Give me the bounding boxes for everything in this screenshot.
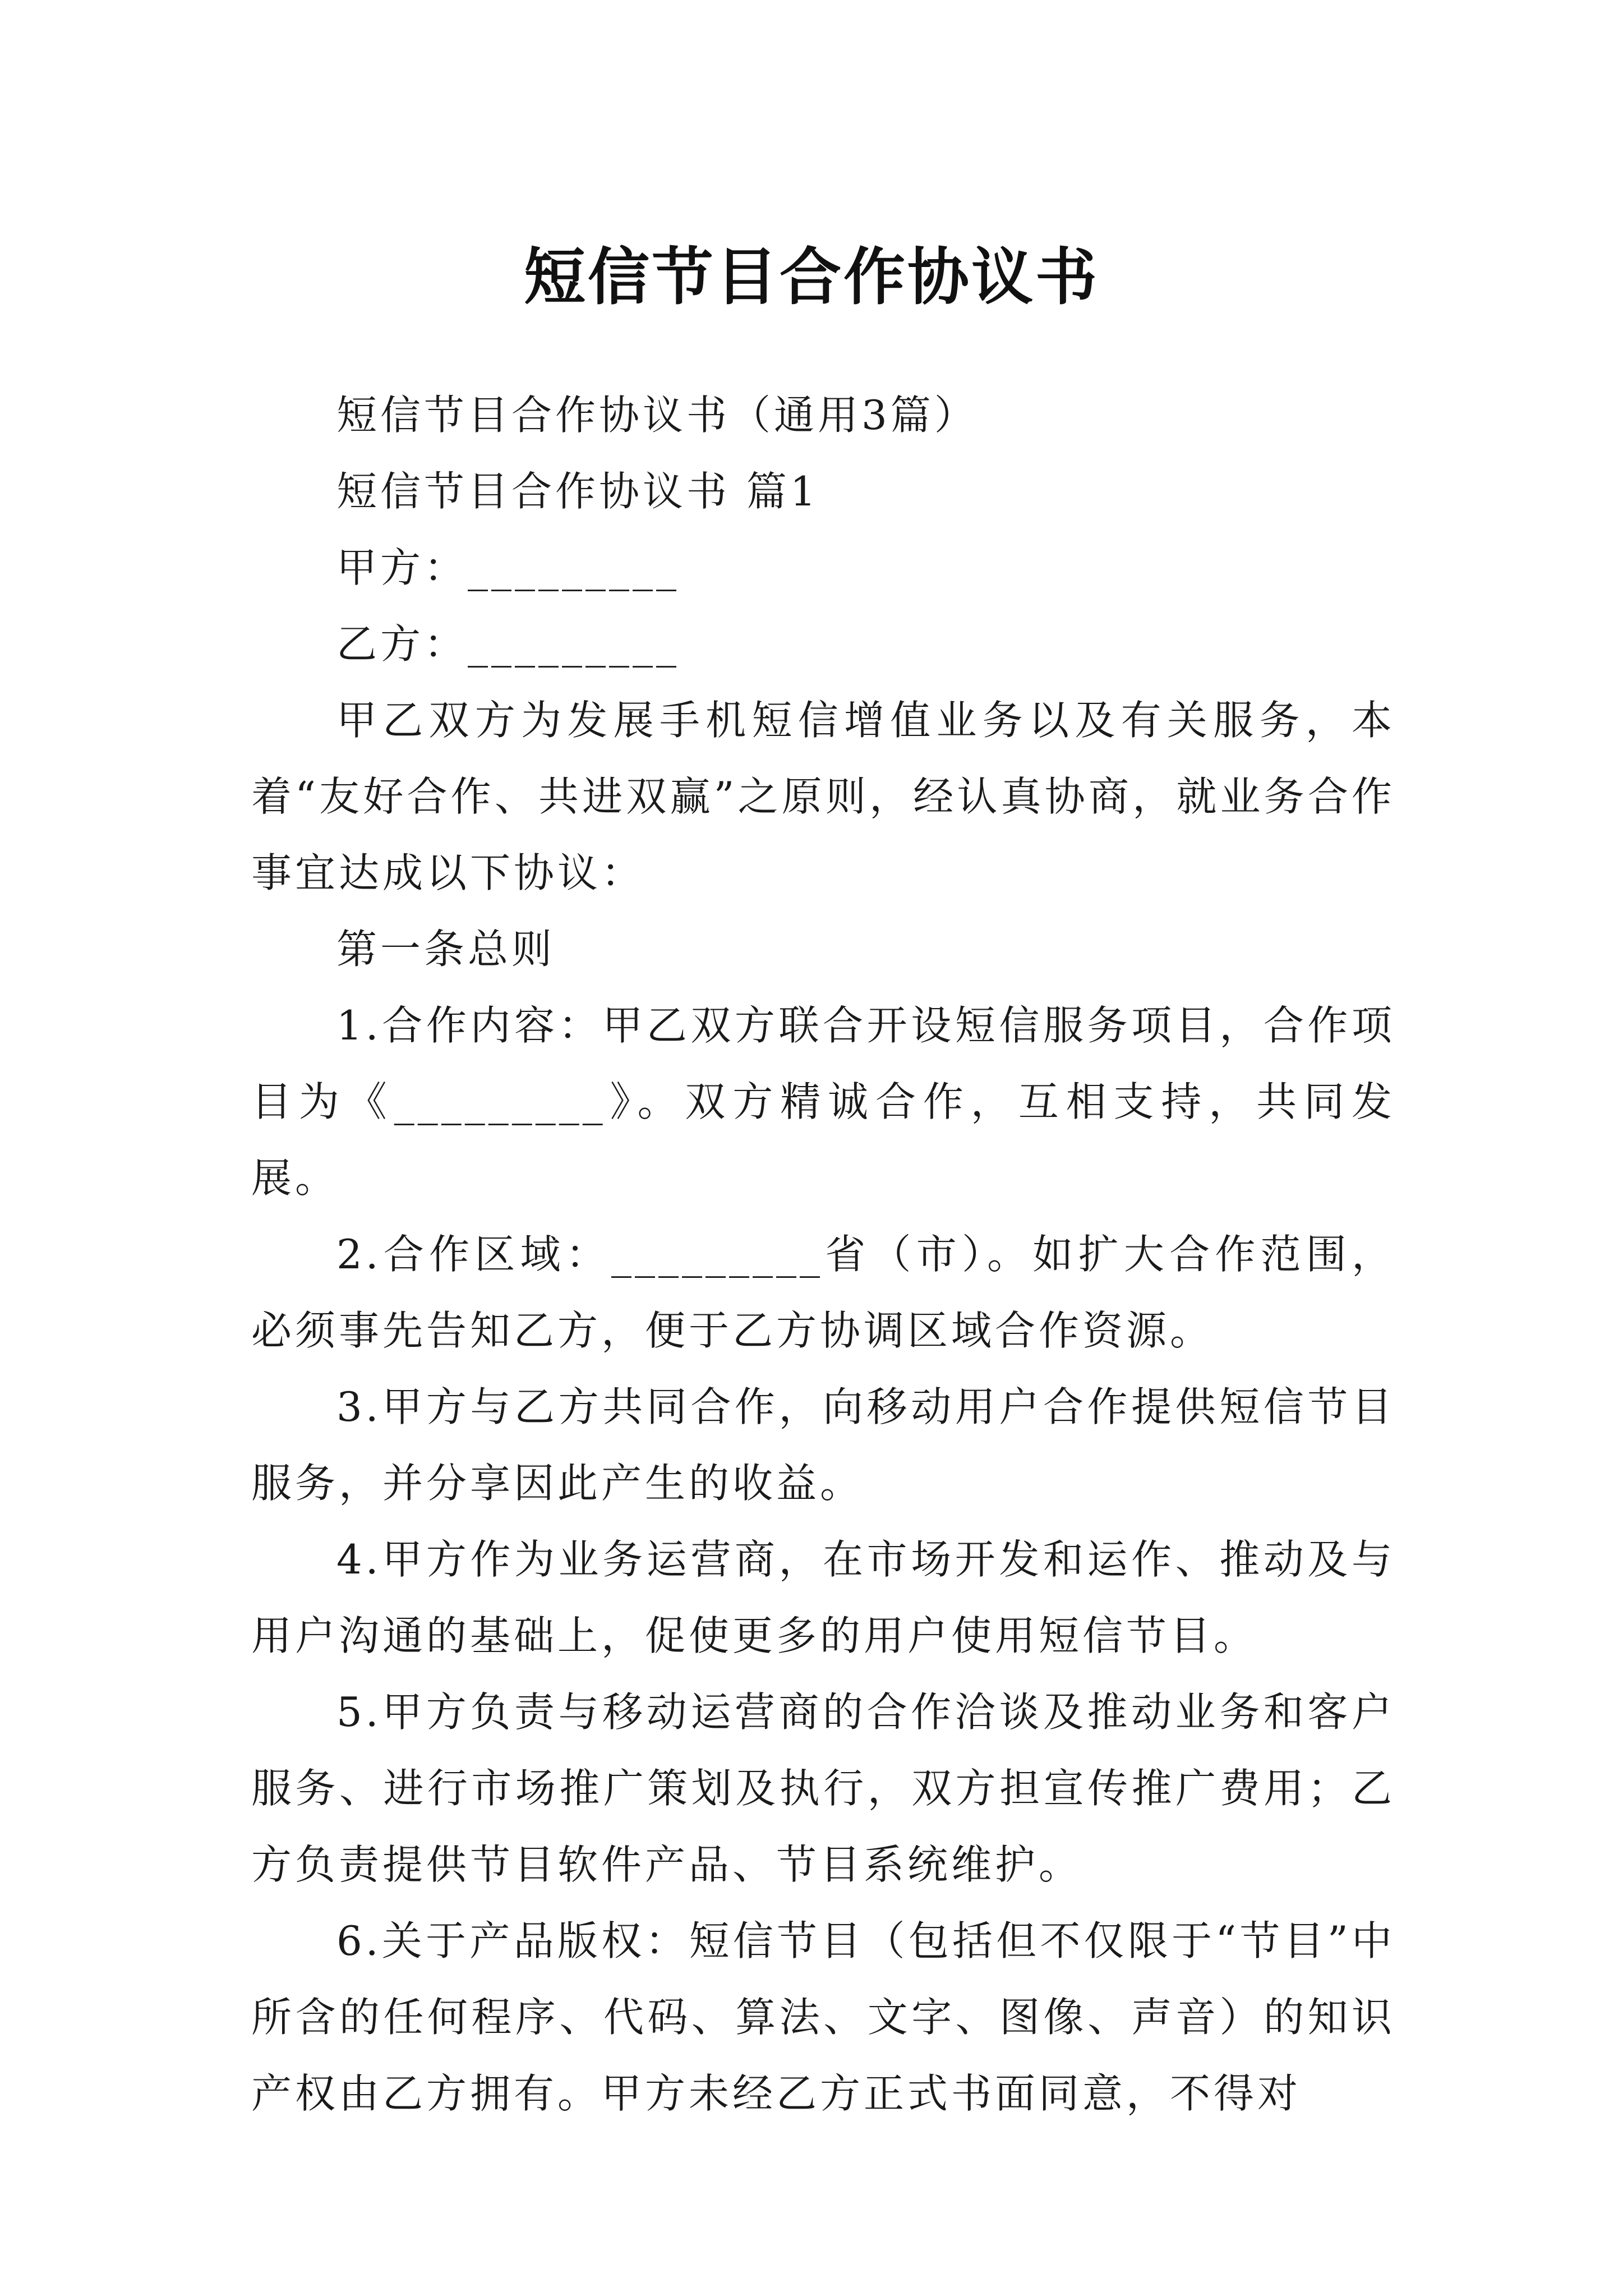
paragraph-clause-4: 4.甲方作为业务运营商，在市场开发和运作、推动及与用户沟通的基础上，促使更多的用户使用短信节目。: [251, 1536, 1395, 1659]
paragraph-clause-3: 3.甲方与乙方共同合作，向移动用户合作提供短信节目服务，并分享因此产生的收益。: [251, 1383, 1395, 1507]
paragraph-clause-1: 1.合作内容：甲乙双方联合开设短信服务项目，合作项目为《_________》。双方精诚合作，互相支持，共同发展。: [251, 1002, 1395, 1202]
paragraph-article-1-heading: 第一条总则: [336, 926, 556, 973]
paragraph-clause-2: 2.合作区域：_________省（市）。如扩大合作范围，必须事先告知乙方，便于乙方协调区域合作资源。: [251, 1231, 1395, 1354]
paragraph-section-heading: 短信节目合作协议书 篇1: [336, 468, 819, 515]
document-body: [251, 377, 1395, 2132]
paragraph-clause-5: 5.甲方负责与移动运营商的合作洽谈及推动业务和客户服务、进行市场推广策划及执行，双方担宣传推广费用；乙方负责提供节目软件产品、节目系统维护。: [251, 1688, 1395, 1888]
paragraph-subtitle: 短信节目合作协议书（通用3篇）: [336, 392, 978, 439]
paragraph-party-a: 甲方：_________: [336, 544, 680, 591]
paragraph-preamble: 甲乙双方为发展手机短信增值业务以及有关服务，本着“友好合作、共进双赢”之原则，经认真协商，就业务合作事宜达成以下协议：: [251, 697, 1395, 896]
document-title: 短信节目合作协议书: [524, 240, 1099, 313]
paragraph-party-b: 乙方：_________: [336, 620, 680, 668]
paragraph-clause-6: 6.关于产品版权：短信节目（包括但不仅限于“节目”中所含的任何程序、代码、算法、文字、图像、声音）的知识产权由乙方拥有。甲方未经乙方正式书面同意，不得对: [251, 1917, 1395, 2117]
